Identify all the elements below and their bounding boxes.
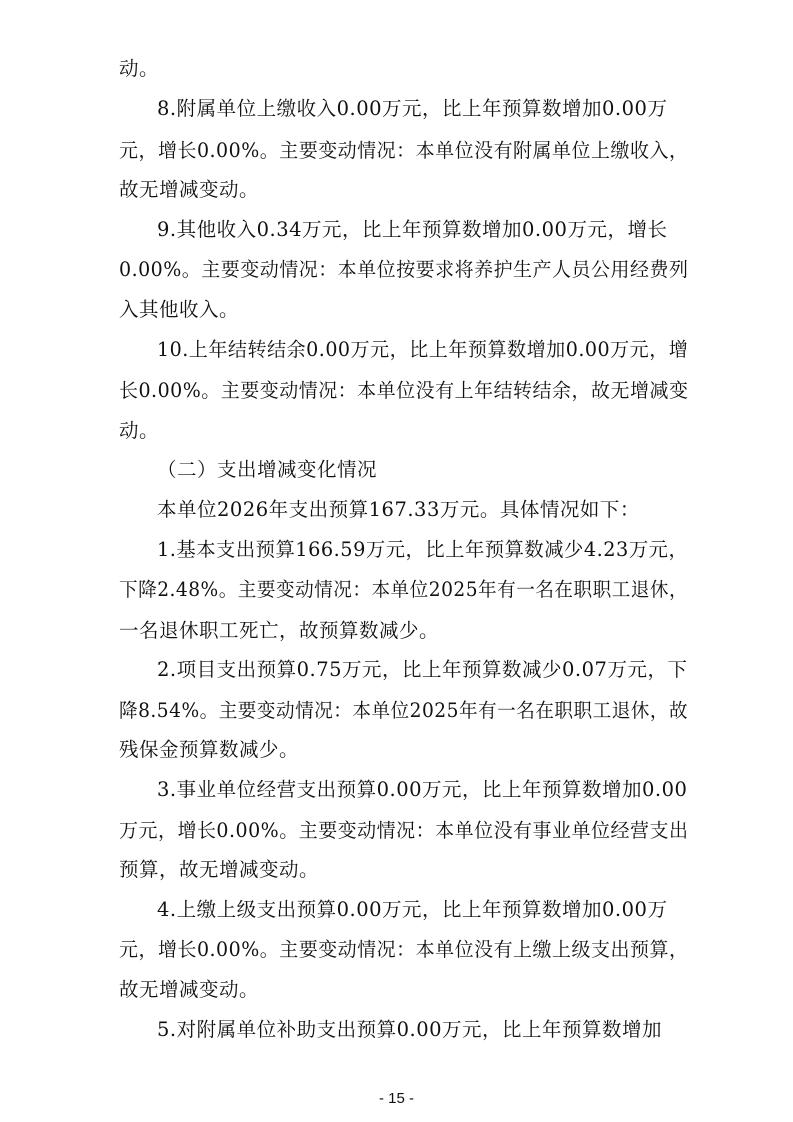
text-line: 故无增减变动。	[119, 978, 260, 1001]
text-line: 2.项目支出预算0.75万元，比上年预算数减少0.07万元，下	[157, 658, 688, 681]
text-line: 预算，故无增减变动。	[119, 858, 320, 881]
text-line: 长0.00%。主要变动情况：本单位没有上年结转结余，故无增减变	[119, 379, 689, 402]
text-line: 入其他收入。	[119, 298, 240, 321]
text-line: 0.00%。主要变动情况：本单位按要求将养护生产人员公用经费列	[119, 258, 689, 281]
text-line: 元，增长0.00%。主要变动情况：本单位没有上缴上级支出预算，	[119, 938, 689, 961]
section-heading: （二）支出增减变化情况	[157, 458, 378, 481]
text-line: 本单位2026年支出预算167.33万元。具体情况如下：	[157, 498, 640, 521]
text-line: 5.对附属单位补助支出预算0.00万元，比上年预算数增加	[157, 1018, 663, 1041]
text-line: 残保金预算数减少。	[119, 738, 300, 761]
text-line: 4.上缴上级支出预算0.00万元，比上年预算数增加0.00万	[157, 898, 668, 921]
text-line: 下降2.48%。主要变动情况：本单位2025年有一名在职职工退休，	[119, 578, 689, 601]
text-line: 故无增减变动。	[119, 178, 260, 201]
text-line: 元，增长0.00%。主要变动情况：本单位没有附属单位上缴收入，	[119, 139, 689, 162]
text-line: 3.事业单位经营支出预算0.00万元，比上年预算数增加0.00	[157, 778, 688, 801]
text-line: 一名退休职工死亡，故预算数减少。	[119, 619, 440, 642]
text-line: 万元，增长0.00%。主要变动情况：本单位没有事业单位经营支出	[119, 819, 689, 842]
text-line: 9.其他收入0.34万元，比上年预算数增加0.00万元，增长	[157, 218, 668, 241]
page-number: - 15 -	[378, 1090, 414, 1107]
text-line: 1.基本支出预算166.59万元，比上年预算数减少4.23万元，	[157, 538, 689, 561]
text-line: 10.上年结转结余0.00万元，比上年预算数增加0.00万元，增	[157, 338, 689, 361]
text-line: 动。	[119, 57, 160, 80]
text-line: 动。	[119, 419, 160, 442]
text-line: 8.附属单位上缴收入0.00万元，比上年预算数增加0.00万	[157, 97, 668, 120]
text-line: 降8.54%。主要变动情况：本单位2025年有一名在职职工退休，故	[119, 699, 689, 722]
